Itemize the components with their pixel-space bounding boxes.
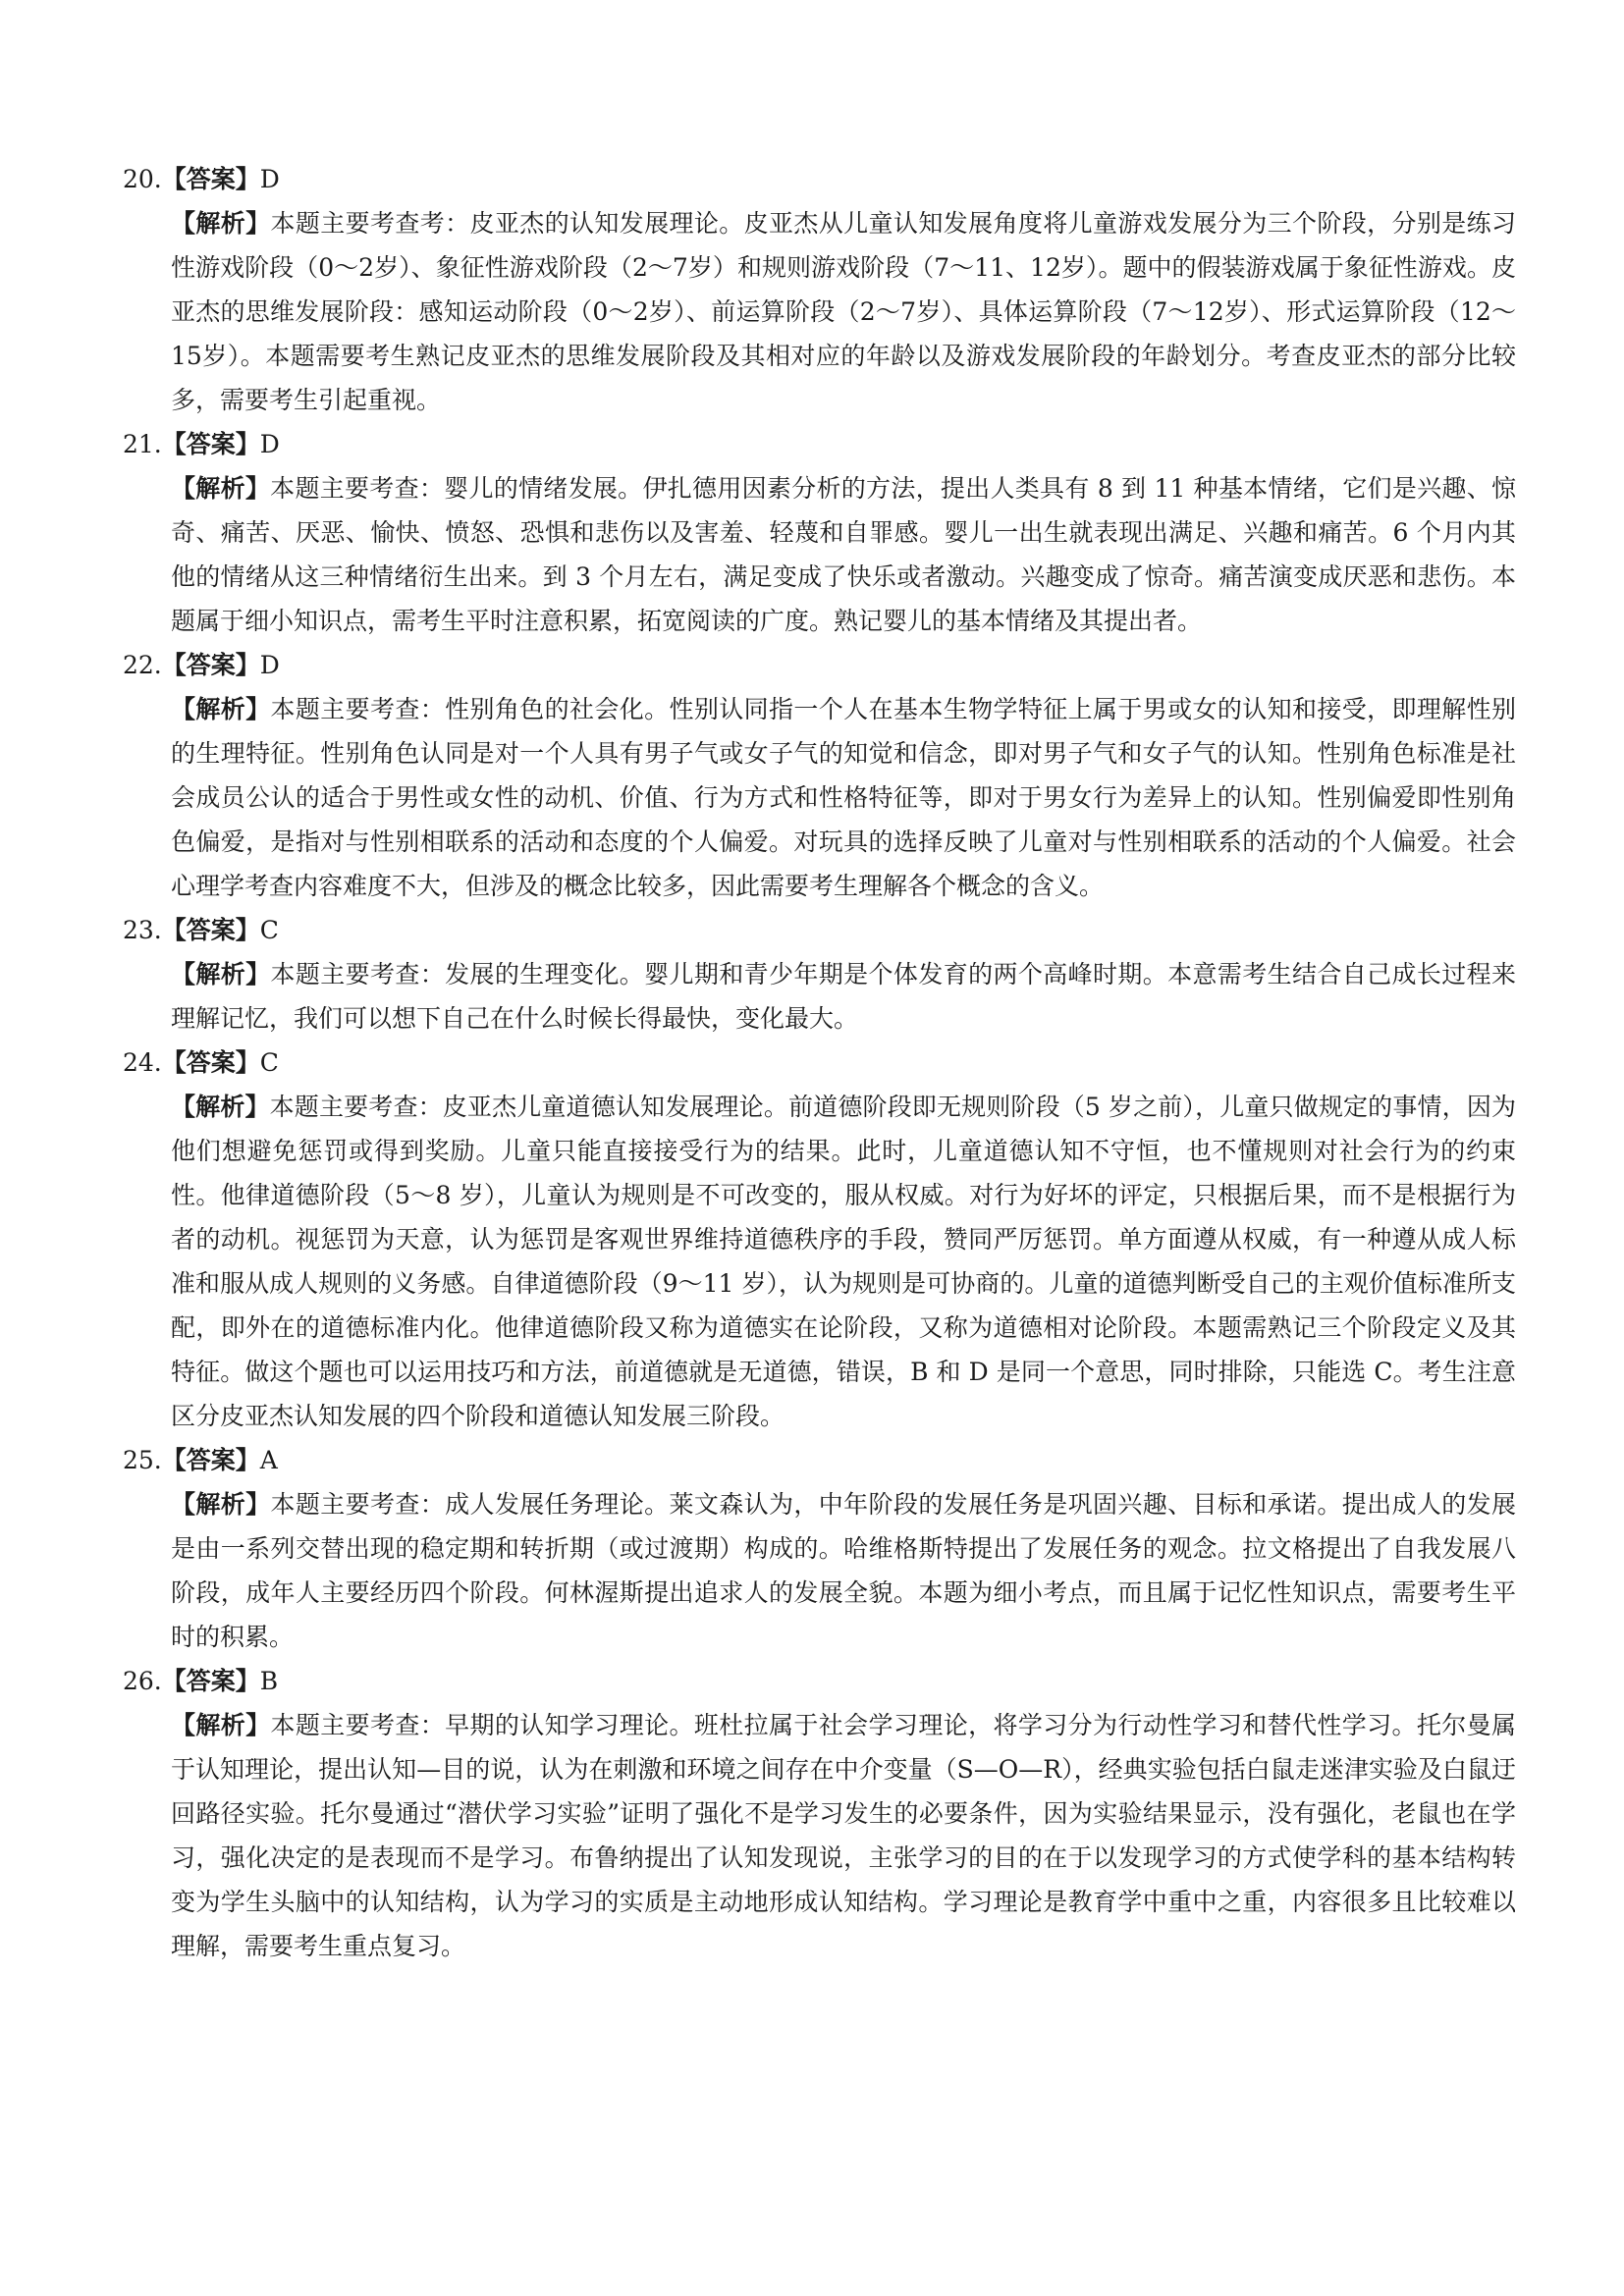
answer-value: C — [259, 1048, 279, 1077]
analysis-label: 【解析】 — [171, 960, 271, 988]
question-number: 22. — [123, 651, 162, 679]
analysis-paragraph — [123, 1703, 1516, 1968]
analysis-label: 【解析】 — [171, 1490, 271, 1519]
analysis-text: 本题主要考查：婴儿的情绪发展。伊扎德用因素分析的方法，提出人类具有 8 到 11 种基本情绪，它们是兴趣、惊奇、痛苦、厌恶、愉快、愤怒、恐惧和悲伤以及害羞、轻蔑和自罪感。婴儿一出生就表现出满足、兴趣和痛苦。6 个月内其他的情绪从这三种情绪衍生出来。到 3 个月左右，满足变成了快乐或者激动。兴趣变成了惊奇。痛苦演变成厌恶和悲伤。本题属于细小知识点，需考生平时注意积累，拓宽阅读的广度。熟记婴儿的基本情绪及其提出者。 — [171, 474, 1516, 635]
analysis-paragraph — [123, 201, 1516, 422]
answer-value: D — [259, 651, 280, 679]
answer-label: 【答案】 — [161, 1667, 260, 1695]
answer-line — [123, 643, 1516, 687]
answer-label: 【答案】 — [161, 165, 260, 193]
analysis-text: 本题主要考查：早期的认知学习理论。班杜拉属于社会学习理论，将学习分为行动性学习和替代性学习。托尔曼属于认知理论，提出认知—目的说，认为在刺激和环境之间存在中介变量（S—O—R），经典实验包括白鼠走迷津实验及白鼠迂回路径实验。托尔曼通过“潜伏学习实验”证明了强化不是学习发生的必要条件，因为实验结果显示，没有强化，老鼠也在学习，强化决定的是表现而不是学习。布鲁纳提出了认知发现说，主张学习的目的在于以发现学习的方式使学科的基本结构转变为学生头脑中的认知结构，认为学习的实质是主动地形成认知结构。学习理论是教育学中重中之重，内容很多且比较难以理解，需要考生重点复习。 — [171, 1711, 1516, 1960]
answer-label: 【答案】 — [161, 430, 260, 458]
question-20 — [123, 157, 1516, 422]
question-number: 24. — [123, 1048, 162, 1077]
analysis-paragraph — [123, 466, 1516, 643]
question-25 — [123, 1438, 1516, 1659]
analysis-text: 本题主要考查考：皮亚杰的认知发展理论。皮亚杰从儿童认知发展角度将儿童游戏发展分为三个阶段，分别是练习性游戏阶段（0～2岁）、象征性游戏阶段（2～7岁）和规则游戏阶段（7～11、12岁）。题中的假装游戏属于象征性游戏。皮亚杰的思维发展阶段：感知运动阶段（0～2岁）、前运算阶段（2～7岁）、具体运算阶段（7～12岁）、形式运算阶段（12～15岁）。本题需要考生熟记皮亚杰的思维发展阶段及其相对应的年龄以及游戏发展阶段的年龄划分。考查皮亚杰的部分比较多，需要考生引起重视。 — [171, 209, 1516, 414]
analysis-label: 【解析】 — [171, 1711, 271, 1739]
answer-label: 【答案】 — [161, 916, 260, 944]
answer-line — [123, 908, 1516, 952]
question-number: 26. — [123, 1667, 162, 1695]
analysis-paragraph — [123, 1085, 1516, 1438]
answer-label: 【答案】 — [161, 1048, 260, 1077]
analysis-label: 【解析】 — [171, 695, 271, 723]
analysis-paragraph — [123, 1482, 1516, 1659]
question-number: 21. — [123, 430, 162, 458]
answer-line — [123, 1659, 1516, 1703]
question-21 — [123, 422, 1516, 643]
analysis-text: 本题主要考查：皮亚杰儿童道德认知发展理论。前道德阶段即无规则阶段（5 岁之前），儿童只做规定的事情，因为他们想避免惩罚或得到奖励。儿童只能直接接受行为的结果。此时，儿童道德认知不守恒，也不懂规则对社会行为的约束性。他律道德阶段（5～8 岁），儿童认为规则是不可改变的，服从权威。对行为好坏的评定，只根据后果，而不是根据行为者的动机。视惩罚为天意，认为惩罚是客观世界维持道德秩序的手段，赞同严厉惩罚。单方面遵从权威，有一种遵从成人标准和服从成人规则的义务感。自律道德阶段（9～11 岁），认为规则是可协商的。儿童的道德判断受自己的主观价值标准所支配，即外在的道德标准内化。他律道德阶段又称为道德实在论阶段，又称为道德相对论阶段。本题需熟记三个阶段定义及其特征。做这个题也可以运用技巧和方法，前道德就是无道德，错误，B 和 D 是同一个意思，同时排除，只能选 C。考生注意区分皮亚杰认知发展的四个阶段和道德认知发展三阶段。 — [171, 1093, 1516, 1430]
question-24 — [123, 1041, 1516, 1438]
analysis-label: 【解析】 — [171, 474, 271, 503]
question-22 — [123, 643, 1516, 908]
analysis-text: 本题主要考查：性别角色的社会化。性别认同指一个人在基本生物学特征上属于男或女的认知和接受，即理解性别的生理特征。性别角色认同是对一个人具有男子气或女子气的知觉和信念，即对男子气和女子气的认知。性别角色标准是社会成员公认的适合于男性或女性的动机、价值、行为方式和性格特征等，即对于男女行为差异上的认知。性别偏爱即性别角色偏爱，是指对与性别相联系的活动和态度的个人偏爱。对玩具的选择反映了儿童对与性别相联系的活动的个人偏爱。社会心理学考查内容难度不大，但涉及的概念比较多，因此需要考生理解各个概念的含义。 — [171, 695, 1516, 900]
answer-line — [123, 157, 1516, 201]
question-26 — [123, 1659, 1516, 1968]
answer-line — [123, 422, 1516, 466]
answer-value: B — [259, 1667, 279, 1695]
answer-value: D — [259, 430, 280, 458]
answer-line — [123, 1041, 1516, 1085]
question-number: 20. — [123, 165, 162, 193]
answer-line — [123, 1438, 1516, 1482]
analysis-label: 【解析】 — [171, 1093, 270, 1121]
question-23 — [123, 908, 1516, 1041]
analysis-label: 【解析】 — [171, 209, 271, 238]
answer-label: 【答案】 — [161, 651, 260, 679]
analysis-text: 本题主要考查：成人发展任务理论。莱文森认为，中年阶段的发展任务是巩固兴趣、目标和承诺。提出成人的发展是由一系列交替出现的稳定期和转折期（或过渡期）构成的。哈维格斯特提出了发展任务的观念。拉文格提出了自我发展八阶段，成年人主要经历四个阶段。何林渥斯提出追求人的发展全貌。本题为细小考点，而且属于记忆性知识点，需要考生平时的积累。 — [171, 1490, 1516, 1651]
analysis-text: 本题主要考查：发展的生理变化。婴儿期和青少年期是个体发育的两个高峰时期。本意需考生结合自己成长过程来理解记忆，我们可以想下自己在什么时候长得最快，变化最大。 — [171, 960, 1516, 1033]
analysis-paragraph — [123, 687, 1516, 908]
answer-value: D — [259, 165, 280, 193]
analysis-paragraph — [123, 952, 1516, 1041]
answer-label: 【答案】 — [161, 1446, 260, 1474]
answer-value: C — [259, 916, 279, 944]
question-number: 25. — [123, 1446, 162, 1474]
question-number: 23. — [123, 916, 162, 944]
answer-value: A — [259, 1446, 278, 1474]
